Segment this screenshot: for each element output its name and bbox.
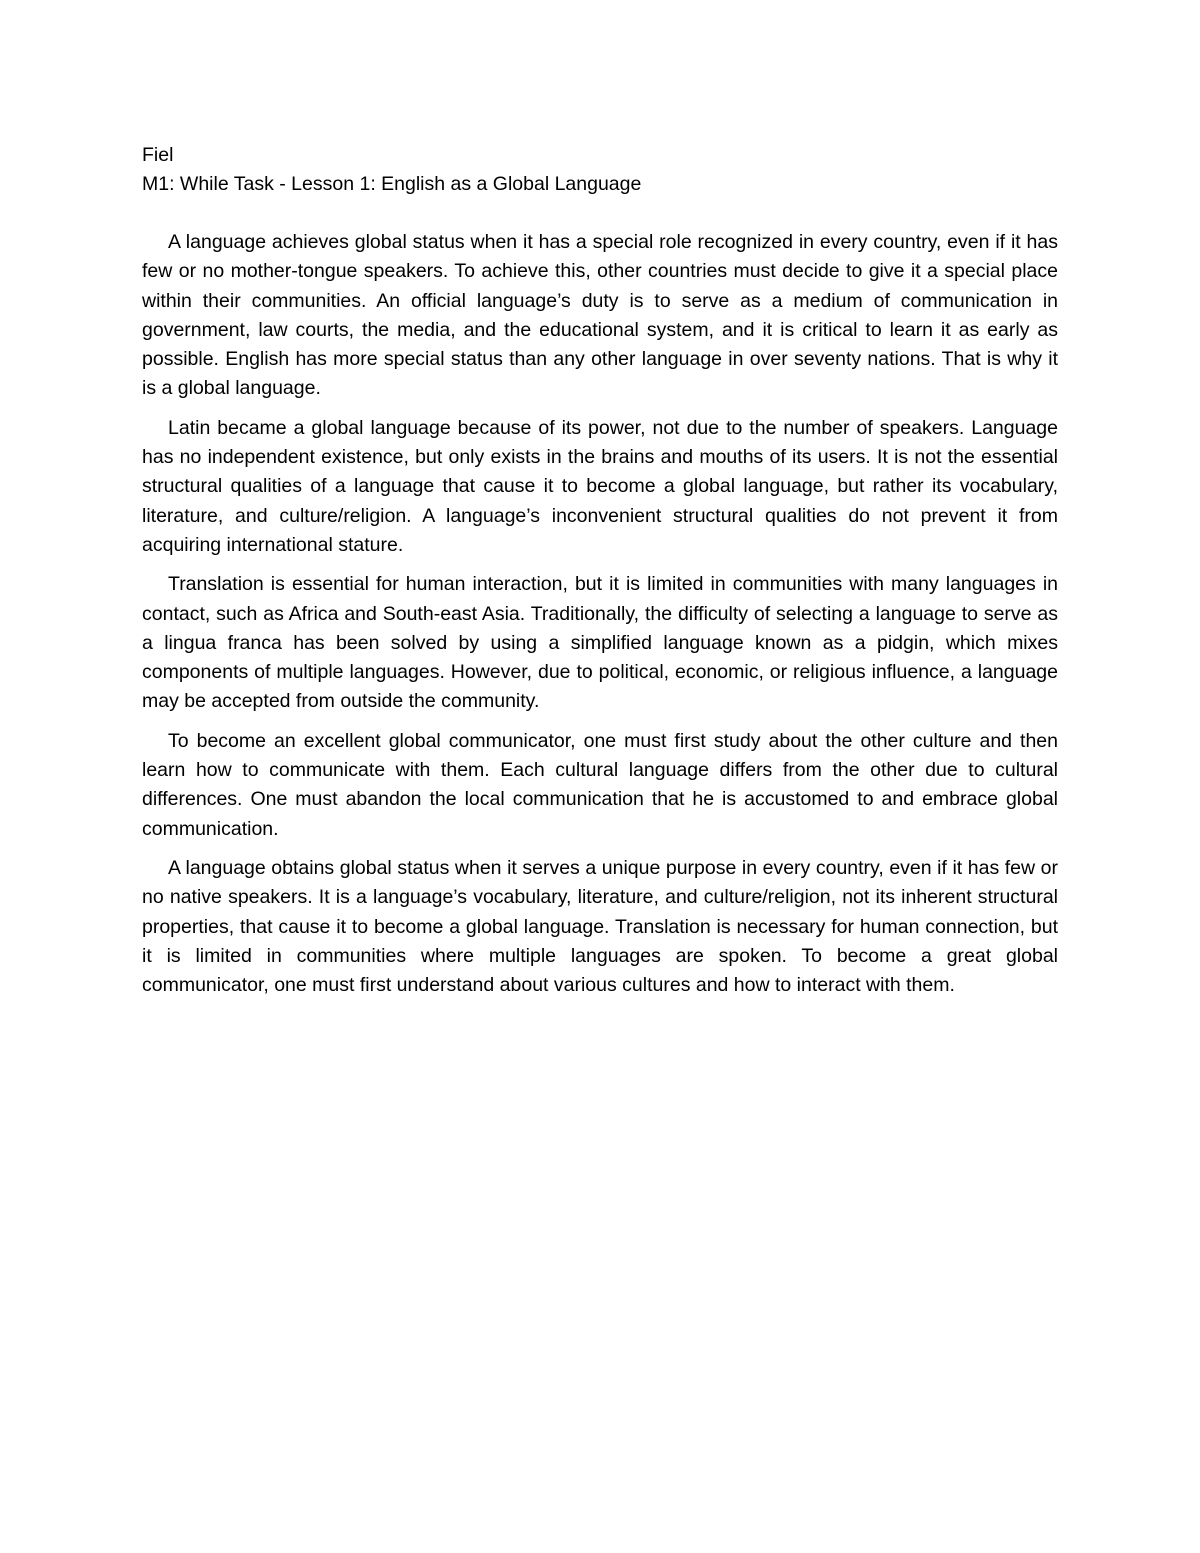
paragraph-4: To become an excellent global communicator, one must first study about the other culture and then learn how to communicate with them. Each cultural language differs from the other due to cultural differences. One must abandon the local communication that he is accustomed to and embrace global communication.: [142, 729, 1058, 840]
blank-line: [142, 199, 1058, 228]
paragraph-2: Latin became a global language because of its power, not due to the number of speakers. Language has no independent existence, but only exists in the brains and mouths of its users. It is not the essential structural qualities of a language that cause it to become a global language, but rather its vocabulary, literature, and culture/religion. A language’s inconvenient structural qualities do not prevent it from acquiring international stature.: [142, 416, 1058, 556]
author-name: Fiel: [142, 144, 174, 166]
paragraph-1: A language achieves global status when it has a special role recognized in every country, even if it has few or no mother-tongue speakers. To achieve this, other countries must decide to give it a special place within their communities. An official language’s duty is to serve as a medium of communication in government, law courts, the media, and the educational system, and it is critical to learn it as early as possible. English has more special status than any other language in over seventy nations. That is why it is a global language.: [142, 231, 1058, 400]
paragraph-5: A language obtains global status when it serves a unique purpose in every country, even if it has few or no native speakers. It is a language’s vocabulary, literature, and culture/religion, not its inherent structural properties, that cause it to become a global language. Translation is necessary for human connection, but it is limited in communities where multiple languages are spoken. To become a great global communicator, one must first understand about various cultures and how to interact with them.: [142, 856, 1058, 997]
paragraph-3: Translation is essential for human interaction, but it is limited in communities with many languages in contact, such as Africa and South-east Asia. Traditionally, the difficulty of selecting a language to serve as a lingua franca has been solved by using a simplified language known as a pidgin, which mixes components of multiple languages. However, due to political, economic, or religious influence, a language may be accepted from outside the community.: [142, 573, 1058, 713]
document-title: M1: While Task - Lesson 1: English as a Global Language: [142, 173, 642, 195]
document-body: [142, 141, 1058, 1010]
